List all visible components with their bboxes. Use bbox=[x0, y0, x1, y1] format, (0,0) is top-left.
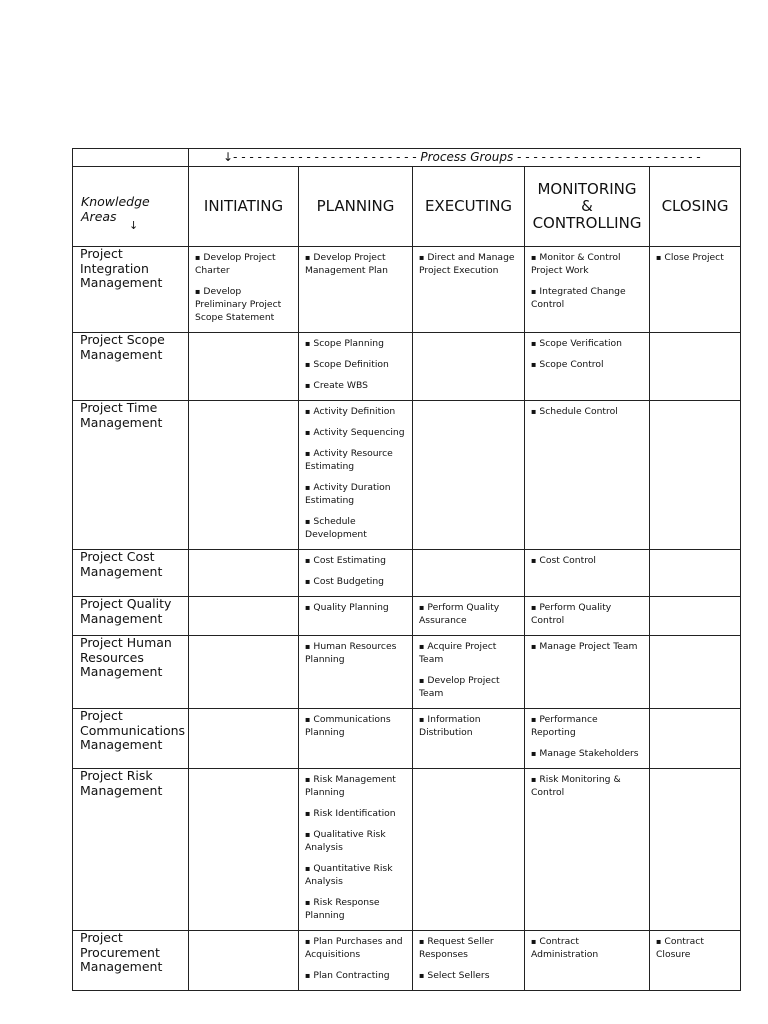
bullet-icon: ▪ bbox=[531, 339, 537, 348]
list-item bbox=[531, 358, 645, 371]
process-name: Communications Planning bbox=[305, 714, 391, 738]
process-name: Scope Verification bbox=[539, 338, 622, 349]
process-name: Close Project bbox=[664, 252, 724, 263]
list-item bbox=[305, 807, 408, 820]
process-name: Activity Duration Estimating bbox=[305, 482, 391, 506]
table-row bbox=[73, 931, 741, 991]
process-name: Plan Purchases and Acquisitions bbox=[305, 936, 403, 960]
process-name: Plan Contracting bbox=[313, 970, 390, 981]
knowledge-areas-header bbox=[73, 167, 189, 247]
bullet-icon: ▪ bbox=[305, 449, 311, 458]
list-item bbox=[531, 713, 645, 739]
process-list bbox=[531, 554, 645, 567]
bullet-icon: ▪ bbox=[305, 864, 311, 873]
process-groups-row bbox=[73, 149, 741, 167]
process-name: Develop Preliminary Project Scope Statement bbox=[195, 286, 282, 323]
process-name: Cost Control bbox=[539, 555, 596, 566]
bullet-icon: ▪ bbox=[531, 556, 537, 565]
process-cell bbox=[413, 550, 525, 597]
bullet-icon: ▪ bbox=[419, 971, 425, 980]
process-name: Schedule Control bbox=[539, 406, 618, 417]
bullet-icon: ▪ bbox=[656, 253, 662, 262]
bullet-icon: ▪ bbox=[305, 715, 311, 724]
process-list bbox=[305, 601, 408, 614]
process-cell bbox=[413, 247, 525, 333]
process-name: Perform Quality Control bbox=[531, 602, 612, 626]
process-cell bbox=[650, 769, 741, 931]
knowledge-area-cell bbox=[73, 247, 189, 333]
knowledge-area-label: Project Communications Management bbox=[80, 708, 186, 752]
group-header-planning: PLANNING bbox=[299, 167, 413, 247]
process-name: Performance Reporting bbox=[531, 714, 598, 738]
process-groups-label: ↓- - - - - - - - - - - - - - - - - - - - - - - Process Groups - - - - - - - - - - - - - - - - - - - - - - - bbox=[189, 149, 741, 167]
list-item bbox=[305, 601, 408, 614]
list-item bbox=[419, 969, 520, 982]
knowledge-area-label: Project Risk Management bbox=[80, 768, 163, 798]
table-row bbox=[73, 247, 741, 333]
process-name: Scope Control bbox=[539, 359, 604, 370]
process-cell bbox=[299, 709, 413, 769]
process-cell bbox=[650, 247, 741, 333]
group-header-closing: CLOSING bbox=[650, 167, 741, 247]
bullet-icon: ▪ bbox=[531, 642, 537, 651]
process-list bbox=[305, 935, 408, 982]
list-item bbox=[531, 405, 645, 418]
process-name: Activity Sequencing bbox=[313, 427, 405, 438]
process-name: Integrated Change Control bbox=[531, 286, 626, 310]
bullet-icon: ▪ bbox=[531, 715, 537, 724]
group-header-monitoring-controlling-text: MONITORING & CONTROLLING bbox=[532, 180, 642, 232]
bullet-icon: ▪ bbox=[305, 381, 311, 390]
table-row bbox=[73, 333, 741, 401]
table-row bbox=[73, 769, 741, 931]
list-item bbox=[419, 251, 520, 277]
knowledge-area-label: Project Procurement Management bbox=[80, 930, 163, 974]
list-item bbox=[531, 640, 645, 653]
process-cell bbox=[525, 769, 650, 931]
bullet-icon: ▪ bbox=[531, 775, 537, 784]
bullet-icon: ▪ bbox=[531, 407, 537, 416]
table-row bbox=[73, 550, 741, 597]
process-cell bbox=[525, 247, 650, 333]
bullet-icon: ▪ bbox=[531, 937, 537, 946]
process-cell bbox=[189, 931, 299, 991]
list-item bbox=[305, 379, 408, 392]
process-name: Contract Closure bbox=[656, 936, 704, 960]
list-item bbox=[305, 862, 408, 888]
process-name: Activity Definition bbox=[313, 406, 396, 417]
knowledge-area-label: Project Quality Management bbox=[80, 596, 172, 626]
group-header-row bbox=[73, 167, 741, 247]
process-list bbox=[531, 935, 645, 961]
process-cell bbox=[299, 550, 413, 597]
process-cell bbox=[189, 597, 299, 636]
table-row bbox=[73, 709, 741, 769]
process-list bbox=[419, 601, 520, 627]
knowledge-area-cell bbox=[73, 597, 189, 636]
process-cell bbox=[189, 401, 299, 550]
process-list bbox=[305, 337, 408, 392]
process-cell bbox=[299, 401, 413, 550]
process-list bbox=[305, 251, 408, 277]
process-name: Qualitative Risk Analysis bbox=[305, 829, 386, 853]
list-item bbox=[531, 337, 645, 350]
process-name: Information Distribution bbox=[419, 714, 481, 738]
process-cell bbox=[650, 709, 741, 769]
knowledge-area-label: Project Cost Management bbox=[80, 549, 163, 579]
process-groups-table bbox=[72, 148, 741, 991]
group-header-executing: EXECUTING bbox=[413, 167, 525, 247]
process-name: Monitor & Control Project Work bbox=[531, 252, 621, 276]
process-list bbox=[419, 251, 520, 277]
list-item bbox=[531, 773, 645, 799]
process-list bbox=[531, 773, 645, 799]
process-name: Request Seller Responses bbox=[419, 936, 494, 960]
bullet-icon: ▪ bbox=[531, 287, 537, 296]
process-cell bbox=[525, 550, 650, 597]
bullet-icon: ▪ bbox=[195, 253, 201, 262]
bullet-icon: ▪ bbox=[419, 676, 425, 685]
process-cell bbox=[299, 247, 413, 333]
process-cell bbox=[189, 769, 299, 931]
process-list bbox=[305, 773, 408, 922]
bullet-icon: ▪ bbox=[305, 775, 311, 784]
process-name: Develop Project Charter bbox=[195, 252, 276, 276]
process-cell bbox=[299, 769, 413, 931]
process-cell bbox=[650, 401, 741, 550]
table-row bbox=[73, 401, 741, 550]
process-name: Develop Project Management Plan bbox=[305, 252, 388, 276]
bullet-icon: ▪ bbox=[305, 407, 311, 416]
process-cell bbox=[189, 333, 299, 401]
process-name: Scope Definition bbox=[313, 359, 389, 370]
corner-cell bbox=[73, 149, 189, 167]
bullet-icon: ▪ bbox=[305, 483, 311, 492]
list-item bbox=[305, 935, 408, 961]
process-name: Manage Project Team bbox=[539, 641, 638, 652]
list-item bbox=[305, 640, 408, 666]
bullet-icon: ▪ bbox=[531, 360, 537, 369]
process-cell bbox=[525, 636, 650, 709]
list-item bbox=[531, 285, 645, 311]
list-item bbox=[305, 358, 408, 371]
bullet-icon: ▪ bbox=[305, 360, 311, 369]
bullet-icon: ▪ bbox=[305, 603, 311, 612]
list-item bbox=[305, 481, 408, 507]
list-item bbox=[531, 747, 645, 760]
list-item bbox=[305, 426, 408, 439]
list-item bbox=[305, 515, 408, 541]
list-item bbox=[531, 251, 645, 277]
knowledge-area-cell bbox=[73, 931, 189, 991]
process-cell bbox=[413, 709, 525, 769]
bullet-icon: ▪ bbox=[531, 603, 537, 612]
process-name: Direct and Manage Project Execution bbox=[419, 252, 515, 276]
process-list bbox=[419, 640, 520, 700]
bullet-icon: ▪ bbox=[419, 715, 425, 724]
process-name: Quality Planning bbox=[313, 602, 389, 613]
process-cell bbox=[413, 636, 525, 709]
process-name: Perform Quality Assurance bbox=[419, 602, 500, 626]
bullet-icon: ▪ bbox=[531, 749, 537, 758]
knowledge-area-cell bbox=[73, 636, 189, 709]
bullet-icon: ▪ bbox=[419, 603, 425, 612]
knowledge-areas-label: Knowledge Areas bbox=[81, 194, 150, 224]
bullet-icon: ▪ bbox=[305, 898, 311, 907]
bullet-icon: ▪ bbox=[195, 287, 201, 296]
knowledge-area-cell bbox=[73, 333, 189, 401]
process-list bbox=[305, 713, 408, 739]
list-item bbox=[305, 337, 408, 350]
process-cell bbox=[413, 931, 525, 991]
process-cell bbox=[189, 247, 299, 333]
down-arrow-icon: ↓ bbox=[129, 219, 139, 232]
process-cell bbox=[299, 931, 413, 991]
bullet-icon: ▪ bbox=[305, 937, 311, 946]
knowledge-area-label: Project Scope Management bbox=[80, 332, 165, 362]
list-item bbox=[305, 828, 408, 854]
process-cell bbox=[525, 709, 650, 769]
knowledge-area-label: Project Time Management bbox=[80, 400, 163, 430]
process-name: Create WBS bbox=[313, 380, 368, 391]
knowledge-area-cell bbox=[73, 550, 189, 597]
list-item bbox=[531, 601, 645, 627]
list-item bbox=[419, 674, 520, 700]
process-name: Cost Estimating bbox=[313, 555, 386, 566]
knowledge-area-cell bbox=[73, 401, 189, 550]
list-item bbox=[305, 251, 408, 277]
process-name: Human Resources Planning bbox=[305, 641, 397, 665]
process-cell bbox=[299, 636, 413, 709]
process-cell bbox=[299, 333, 413, 401]
knowledge-area-label: Project Integration Management bbox=[80, 246, 163, 290]
process-list bbox=[531, 405, 645, 418]
bullet-icon: ▪ bbox=[305, 642, 311, 651]
list-item bbox=[656, 935, 736, 961]
bullet-icon: ▪ bbox=[419, 642, 425, 651]
knowledge-area-label: Project Human Resources Management bbox=[80, 635, 172, 679]
process-list bbox=[195, 251, 294, 324]
process-name: Risk Monitoring & Control bbox=[531, 774, 621, 798]
bullet-icon: ▪ bbox=[419, 937, 425, 946]
table-row bbox=[73, 636, 741, 709]
process-list bbox=[531, 601, 645, 627]
process-name: Risk Identification bbox=[313, 808, 396, 819]
bullet-icon: ▪ bbox=[305, 517, 311, 526]
table-row bbox=[73, 597, 741, 636]
bullet-icon: ▪ bbox=[656, 937, 662, 946]
list-item bbox=[305, 969, 408, 982]
knowledge-area-cell bbox=[73, 709, 189, 769]
process-list bbox=[531, 251, 645, 311]
process-cell bbox=[189, 709, 299, 769]
process-name: Select Sellers bbox=[427, 970, 490, 981]
process-list bbox=[531, 337, 645, 371]
process-cell bbox=[650, 931, 741, 991]
list-item bbox=[305, 896, 408, 922]
process-cell bbox=[650, 333, 741, 401]
process-cell bbox=[650, 636, 741, 709]
list-item bbox=[305, 713, 408, 739]
process-cell bbox=[525, 931, 650, 991]
process-name: Acquire Project Team bbox=[419, 641, 497, 665]
list-item bbox=[305, 554, 408, 567]
list-item bbox=[305, 405, 408, 418]
process-name: Cost Budgeting bbox=[313, 576, 385, 587]
list-item bbox=[531, 554, 645, 567]
list-item bbox=[419, 601, 520, 627]
process-name: Develop Project Team bbox=[419, 675, 500, 699]
bullet-icon: ▪ bbox=[305, 809, 311, 818]
list-item bbox=[305, 575, 408, 588]
process-cell bbox=[413, 401, 525, 550]
bullet-icon: ▪ bbox=[305, 253, 311, 262]
bullet-icon: ▪ bbox=[305, 428, 311, 437]
bullet-icon: ▪ bbox=[305, 830, 311, 839]
process-name: Quantitative Risk Analysis bbox=[305, 863, 393, 887]
process-cell bbox=[650, 550, 741, 597]
process-name: Contract Administration bbox=[531, 936, 599, 960]
process-list bbox=[419, 935, 520, 982]
process-cell bbox=[525, 597, 650, 636]
group-header-initiating: INITIATING bbox=[189, 167, 299, 247]
list-item bbox=[656, 251, 736, 264]
list-item bbox=[419, 935, 520, 961]
process-name: Risk Management Planning bbox=[305, 774, 396, 798]
process-name: Schedule Development bbox=[305, 516, 367, 540]
process-list bbox=[656, 935, 736, 961]
process-cell bbox=[525, 401, 650, 550]
bullet-icon: ▪ bbox=[305, 339, 311, 348]
list-item bbox=[305, 773, 408, 799]
process-cell bbox=[525, 333, 650, 401]
process-list bbox=[305, 405, 408, 541]
list-item bbox=[195, 285, 294, 324]
process-cell bbox=[189, 636, 299, 709]
process-list bbox=[656, 251, 736, 264]
process-cell bbox=[650, 597, 741, 636]
bullet-icon: ▪ bbox=[419, 253, 425, 262]
process-name: Scope Planning bbox=[313, 338, 384, 349]
process-cell bbox=[413, 333, 525, 401]
list-item bbox=[195, 251, 294, 277]
bullet-icon: ▪ bbox=[531, 253, 537, 262]
bullet-icon: ▪ bbox=[305, 577, 311, 586]
process-list bbox=[531, 640, 645, 653]
process-list bbox=[419, 713, 520, 739]
list-item bbox=[305, 447, 408, 473]
process-name: Risk Response Planning bbox=[305, 897, 380, 921]
list-item bbox=[531, 935, 645, 961]
bullet-icon: ▪ bbox=[305, 556, 311, 565]
process-name: Activity Resource Estimating bbox=[305, 448, 393, 472]
process-cell bbox=[299, 597, 413, 636]
process-list bbox=[305, 640, 408, 666]
process-cell bbox=[413, 597, 525, 636]
process-cell bbox=[413, 769, 525, 931]
process-name: Manage Stakeholders bbox=[539, 748, 639, 759]
process-list bbox=[531, 713, 645, 760]
process-cell bbox=[189, 550, 299, 597]
knowledge-area-cell bbox=[73, 769, 189, 931]
group-header-monitoring-controlling bbox=[525, 167, 650, 247]
list-item bbox=[419, 713, 520, 739]
list-item bbox=[419, 640, 520, 666]
bullet-icon: ▪ bbox=[305, 971, 311, 980]
process-list bbox=[305, 554, 408, 588]
